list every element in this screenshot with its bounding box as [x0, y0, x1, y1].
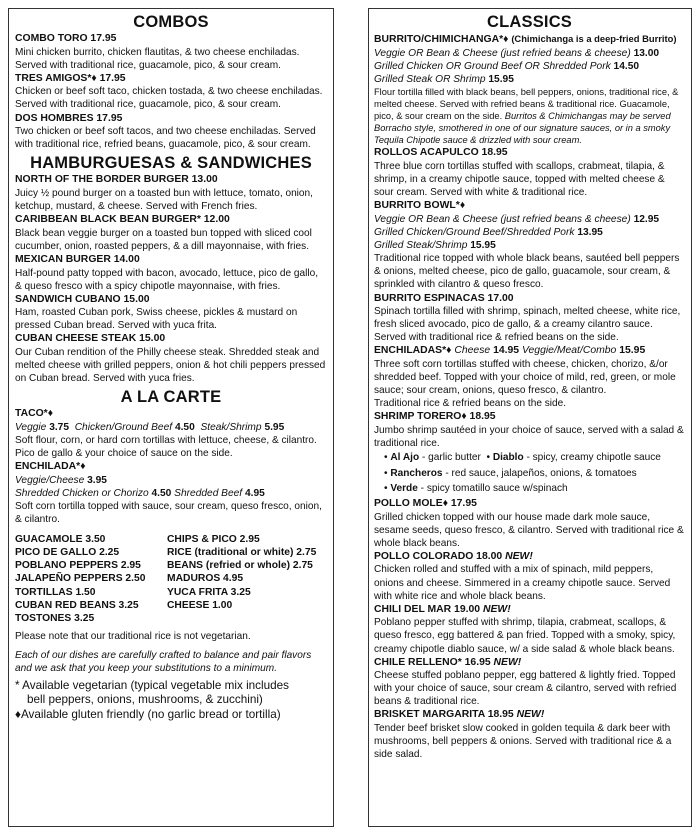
option-label: Veggie OR Bean & Cheese (just refried beans & cheese) [374, 213, 631, 225]
side-item: CHIPS & PICO 2.95 [167, 533, 260, 545]
item-desc: Mini chicken burrito, chicken flautitas, & two cheese enchiladas. Served with traditional rice, guacamole, pico, & sour cream. [15, 46, 300, 71]
item-desc: Chicken or beef soft taco, chicken tostada, & two cheese enchiladas. Served with traditional rice, guacamole, pico, & sour cream. [15, 86, 323, 111]
option-price: 14.95 [493, 345, 520, 357]
item-name: ENCHILADA*♦ [15, 461, 86, 473]
menu-item-bowl [374, 199, 685, 291]
menu-item [374, 708, 685, 761]
sides-list [15, 533, 327, 626]
left-menu-panel [8, 8, 334, 827]
item-name [374, 708, 685, 722]
side-item: PICO DE GALLO 2.25 [15, 546, 120, 558]
item-name-note: (Chimichanga is a deep-fried Burrito) [511, 33, 677, 44]
menu-item [15, 112, 327, 152]
item-name [374, 344, 685, 358]
side-item: POBLANO PEPPERS 2.95 [15, 560, 141, 572]
option-price: 3.95 [87, 474, 107, 486]
menu-item [15, 32, 327, 72]
sauce-row: • Verde - spicy tomatillo sauce w/spinach [384, 483, 568, 495]
side-item: RICE (traditional or white) 2.75 [167, 546, 317, 558]
option-price: 4.50 [151, 488, 172, 500]
item-desc: Soft corn tortilla topped with sauce, sour cream, queso fresco, onion, & cilantro. [15, 501, 322, 526]
menu-item [15, 332, 327, 385]
menu-item-torero [374, 410, 685, 497]
item-desc: Spinach tortilla filled with shrimp, spinach, melted cheese, white rice, fresh sliced avocado, pico de gallo, & a creamy cilantro sauce. Served with traditional rice & refried beans on the side. [374, 306, 681, 344]
option-price: 15.95 [619, 345, 646, 357]
vegetarian-note: * Available vegetarian (typical vegetable mix includes [15, 678, 289, 692]
item-name: ROLLOS ACAPULCO 18.95 [374, 147, 508, 159]
new-badge: NEW! [505, 550, 533, 562]
side-item: CHEESE 1.00 [167, 600, 233, 611]
option-price: 3.75 [49, 421, 70, 433]
item-name: SHRIMP TORERO♦ 18.95 [374, 411, 496, 423]
item-desc: Three blue corn tortillas stuffed with scallops, crabmeat, tilapia, & shrimp, in a creamy chipotle sauce, topped with melted cheese & sour cream. Served with white & traditional rice. [374, 160, 665, 198]
price-line [374, 60, 685, 73]
option-label: Grilled Chicken/Ground Beef/Shredded Pork [374, 226, 575, 238]
option-label: Steak/Shrimp [200, 421, 262, 433]
price-line [374, 226, 685, 239]
item-name-text: CHILE RELLENO* 16.95 [374, 656, 491, 668]
item-name [374, 656, 685, 670]
classics-title: CLASSICS [486, 13, 573, 31]
item-desc: Juicy ½ pound burger on a toasted bun with lettuce, tomato, onion, ketchup, mustard, & cheese. Served with French fries. [15, 187, 313, 213]
menu-item [15, 213, 327, 253]
price-line [374, 47, 685, 60]
price-line [374, 239, 685, 252]
option-label: Chicken/Ground Beef [74, 421, 173, 433]
option-price: 4.50 [174, 421, 195, 433]
menu-item [374, 603, 685, 656]
price-line [15, 474, 327, 487]
item-name: BURRITO BOWL*♦ [374, 200, 466, 212]
item-name: DOS HOMBRES 17.95 [15, 112, 123, 124]
option-price: 12.95 [633, 213, 660, 225]
menu-item [374, 292, 685, 345]
gluten-note: ♦Available gluten friendly (no garlic bread or tortilla) [15, 707, 281, 721]
menu-item-enchilada [15, 460, 327, 526]
item-desc: Chicken rolled and stuffed with a mix of spinach, mild peppers, onions and cheese. Simmered in a creamy chipotle sauce. Served with white rice and whole black beans. [374, 564, 671, 602]
substitution-note: Each of our dishes are carefully crafted to balance and pair flavors and we ask that you keep your substitutions to a minimum. [15, 649, 312, 674]
sauce-name: Rancheros [390, 467, 443, 479]
side-item: TORTILLAS 1.50 [15, 586, 96, 598]
item-desc: Cheese stuffed poblano pepper, egg battered & lightly fried. Topped with your choice of sauce, sour cream & cilantro, served with refried beans & traditional rice. [374, 670, 677, 708]
item-name: POLLO MOLE♦ 17.95 [374, 497, 477, 509]
sauce-row: • Rancheros - red sauce, jalapeños, onions, & tomatoes [384, 467, 637, 479]
item-name: CUBAN CHEESE STEAK 15.00 [15, 333, 166, 345]
sauce-name: Verde [390, 483, 418, 495]
option-label: Veggie [15, 421, 47, 433]
option-price: 5.95 [264, 421, 285, 433]
option-label: Shredded Beef [174, 488, 243, 500]
menu-item [15, 293, 327, 333]
side-item: YUCA FRITA 3.25 [167, 586, 251, 598]
item-desc: Our Cuban rendition of the Philly cheese steak. Shredded steak and melted cheese with grilled peppers, onion & hot chili peppers pressed on Cuban bread. Served with yuca fries. [15, 347, 326, 385]
item-desc-2: Traditional rice & refried beans on the side. [374, 398, 567, 410]
side-item: JALAPEÑO PEPPERS 2.50 [15, 573, 146, 585]
menu-item-taco [15, 407, 327, 460]
side-item: TOSTONES 3.25 [15, 613, 95, 625]
option-price: 13.95 [577, 226, 603, 238]
item-name: NORTH OF THE BORDER BURGER 13.00 [15, 174, 218, 186]
option-label: Veggie/Meat/Combo [521, 345, 617, 357]
menu-item [374, 146, 685, 199]
item-desc: Poblano pepper stuffed with shrimp, tilapia, crabmeat, scallops, & queso fresco, egg battered & pan fried. Topped with a smoky, spicy, creamy chipotle diablo sauce, w/ a side salad & whole black beans. [374, 617, 676, 655]
alacarte-title: A LA CARTE [120, 388, 222, 407]
item-name: TACO*♦ [15, 408, 54, 420]
price-line [374, 213, 685, 226]
item-name: CARIBBEAN BLACK BEAN BURGER* 12.00 [15, 214, 230, 226]
side-item: GUACAMOLE 3.50 [15, 533, 106, 545]
option-price: 13.00 [633, 47, 660, 59]
option-price: 14.50 [613, 60, 640, 72]
item-desc: Jumbo shrimp sautéed in your choice of sauce, served with a salad & traditional rice. [374, 425, 684, 450]
option-label: Veggie/Cheese [15, 474, 85, 486]
item-name-text: POLLO COLORADO 18.00 [374, 550, 503, 562]
item-name [374, 603, 685, 617]
option-price: 15.95 [488, 74, 514, 85]
combos-title: COMBOS [133, 13, 209, 31]
item-desc-text: Flour tortilla filled with black beans, bell peppers, onions, traditional rice, & melted cheese. Served with refried beans & traditional rice. Guacamole, pico, & sour cream on the side. [374, 87, 679, 122]
item-desc: Soft flour, corn, or hard corn tortillas with lettuce, cheese, & cilantro. Pico de gallo & your choice of sauce on the side. [15, 435, 317, 460]
rice-note: Please note that our traditional rice is not vegetarian. [15, 630, 251, 642]
price-line [374, 73, 685, 86]
item-name: SANDWICH CUBANO 15.00 [15, 293, 150, 305]
option-price: 4.95 [245, 488, 265, 500]
option-label: Grilled Steak/Shrimp [374, 240, 468, 252]
option-label: Cheese [454, 345, 491, 357]
item-name: BURRITO ESPINACAS 17.00 [374, 292, 514, 304]
item-desc [374, 86, 685, 146]
menu-item [374, 656, 685, 709]
item-name: COMBO TORO 17.95 [15, 33, 117, 44]
item-desc: Half-pound patty topped with bacon, avocado, lettuce, pico de gallo, & queso fresco with a spicy chipotle mayonnaise, with fries. [15, 267, 319, 292]
side-item: BEANS (refried or whole) 2.75 [167, 560, 313, 572]
price-line [15, 487, 327, 500]
new-badge: NEW! [516, 709, 545, 721]
item-name: TRES AMIGOS*♦ 17.95 [15, 72, 126, 84]
item-name-text: BRISKET MARGARITA 18.95 [374, 709, 514, 721]
side-item: MADUROS 4.95 [167, 573, 244, 585]
menu-item-enchiladas [374, 344, 685, 410]
menu-item [374, 497, 685, 550]
item-desc: Traditional rice topped with whole black beans, sautéed bell peppers & onions, melted cheese, pico de gallo, guacamole, sour cream, & sprinkled with cilantro & queso fresco. [374, 253, 680, 291]
item-desc: Two chicken or beef soft tacos, and two cheese enchiladas. Served with traditional rice, refried beans, guacamole, pico, & sour cream. [15, 126, 316, 151]
menu-item [15, 72, 327, 112]
menu-item [15, 173, 327, 213]
option-label: Grilled Chicken OR Ground Beef OR Shredded Pork [374, 60, 611, 72]
sauce-desc: - spicy, creamy chipotle sauce [526, 452, 661, 464]
option-price: 15.95 [470, 240, 496, 252]
sauce-desc: - garlic butter [421, 452, 481, 464]
item-desc: Black bean veggie burger on a toasted bun topped with sliced cool cucumber, onion, roasted peppers, & a dill mayonnaise, with fries. [15, 227, 312, 252]
new-badge: NEW! [493, 656, 522, 668]
sauce-row: • Al Ajo - garlic butter • Diablo - spicy, creamy chipotle sauce [384, 452, 661, 464]
item-name [374, 550, 685, 564]
option-label: Veggie OR Bean & Cheese (just refried beans & cheese) [374, 47, 631, 59]
item-desc: Three soft corn tortillas stuffed with cheese, chicken, chorizo, &/or shredded beef. Topped with your choice of mild, red, green, or mole sauce; sour cream, onions, queso fresco, & cilantro. [374, 359, 676, 397]
item-desc: Ham, roasted Cuban pork, Swiss cheese, pickles & mustard on pressed Cuban bread. Served with yuca frita. [15, 307, 298, 332]
sauce-desc: - red sauce, jalapeños, onions, & tomatoes [445, 467, 637, 479]
vegetarian-note-cont: bell peppers, onions, mushrooms, & zucchini) [27, 693, 263, 707]
new-badge: NEW! [482, 603, 511, 615]
option-label: Shredded Chicken or Chorizo [15, 488, 149, 500]
item-desc: Tender beef brisket slow cooked in golden tequila & dark beer with mushrooms, bell peppers & onions. Served with traditional rice & a side salad. [374, 723, 672, 761]
item-name: MEXICAN BURGER 14.00 [15, 253, 140, 265]
right-menu-panel [368, 8, 692, 827]
menu-item-burrito [374, 32, 685, 146]
burgers-title: HAMBURGUESAS & SANDWICHES [30, 154, 312, 173]
side-item: CUBAN RED BEANS 3.25 [15, 600, 139, 611]
sauce-desc: - spicy tomatillo sauce w/spinach [420, 483, 568, 495]
item-name-text: CHILI DEL MAR 19.00 [374, 603, 481, 615]
price-line [15, 421, 327, 434]
item-desc-italic: Burritos & Chimichangas may be served Borracho style, smothered in one of our signature sauces, or in a smoky Tequila Chipotle sauce & drizzled with sour cream. [374, 111, 671, 146]
item-name-text: ENCHILADAS*♦ [374, 345, 452, 357]
menu-item [374, 550, 685, 603]
menu-item [15, 253, 327, 293]
option-label: Grilled Steak OR Shrimp [374, 74, 486, 85]
item-name-text: BURRITO/CHIMICHANGA*♦ [374, 34, 509, 45]
sauce-name: Al Ajo [390, 452, 420, 464]
sauce-name: Diablo [492, 452, 524, 464]
item-desc: Grilled chicken topped with our house made dark mole sauce, sesame seeds, queso fresco, & cilantro. Served with traditional rice & whole black beans. [374, 511, 684, 549]
item-name [374, 32, 685, 47]
